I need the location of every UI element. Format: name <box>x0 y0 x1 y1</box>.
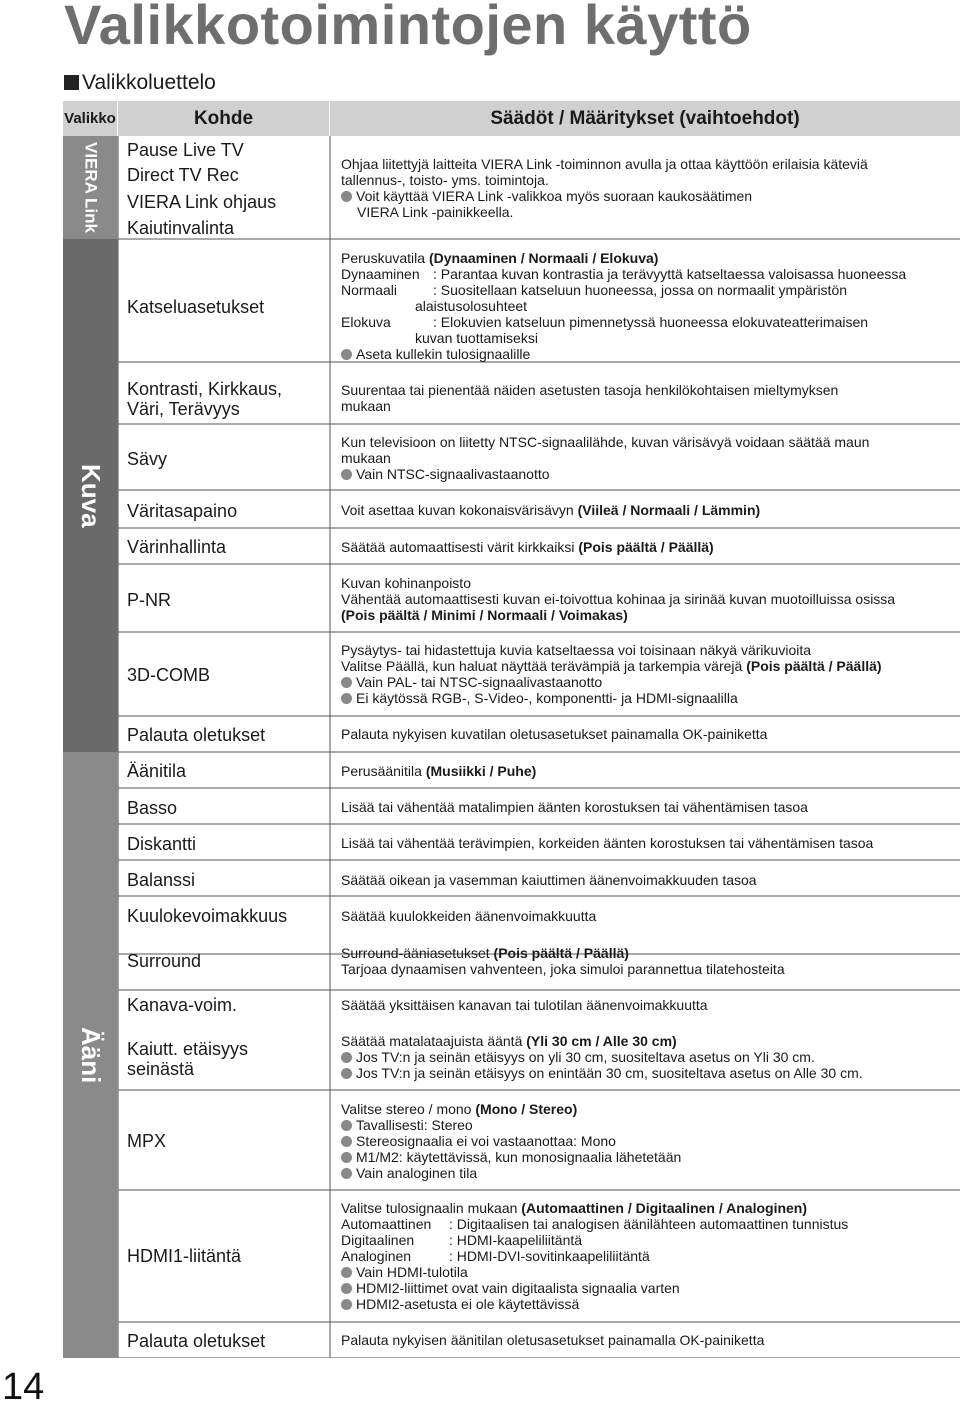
desc-bullet: Vain analoginen tila <box>341 1165 960 1181</box>
page-number: 14 <box>2 1366 45 1408</box>
desc-line: Ohjaa liitettyjä laitteita VIERA Link -toiminnon avulla ja ottaa käyttöön erilaisia käteviä <box>341 156 868 172</box>
desc-line: kuvan tuottamiseksi <box>415 330 538 346</box>
item-palauta-aani: Palauta oletukset <box>127 1331 266 1351</box>
desc-line: Valitse Päällä, kun haluat näyttää terävämpiä ja tarkempia värejä (Pois päältä / Päällä) <box>341 658 882 674</box>
item-aanitila: Äänitila <box>127 761 187 781</box>
desc-kaiutt-etaisyys <box>341 1033 960 1081</box>
item-surround: Surround <box>127 951 202 971</box>
desc-bullet: Vain HDMI-tulotila <box>341 1264 960 1280</box>
desc-line: Automaattinen : Digitaalisen tai analogisen äänilähteen automaattinen tunnistus <box>341 1216 849 1232</box>
desc-bullet: Voit käyttää VIERA Link -valikkoa myös suoraan kaukosäätimen <box>341 188 960 204</box>
desc-3d-comb <box>341 642 960 706</box>
header-item-label: Kohde <box>193 107 254 129</box>
item-katseluasetukset: Katseluasetukset <box>127 297 265 317</box>
desc-diskantti: Lisää tai vähentää terävimpien, korkeiden äänten korostuksen tai vähentämisen tasoa <box>341 835 874 851</box>
desc-line: mukaan <box>341 398 391 414</box>
desc-bullet: Ei käytössä RGB-, S-Video-, komponentti- ja HDMI-signaalilla <box>341 690 960 706</box>
section-title-text: Valikkoluettelo <box>82 71 216 94</box>
desc-line: Säätää matalataajuista ääntä (Yli 30 cm / Alle 30 cm) <box>341 1033 677 1049</box>
item-viera-link-ohjaus: VIERA Link ohjaus <box>127 192 277 212</box>
item-kanava-voim: Kanava-voim. <box>127 995 238 1015</box>
desc-line: Valitse tulosignaalin mukaan (Automaattinen / Digitaalinen / Analoginen) <box>341 1200 808 1216</box>
header-menu-label: Valikko <box>64 110 116 127</box>
desc-basso: Lisää tai vähentää matalimpien äänten korostuksen tai vähentämisen tasoa <box>341 799 808 815</box>
menu-band-aani <box>63 752 118 1358</box>
desc-bullet: Jos TV:n ja seinän etäisyys on yli 30 cm, suositeltava asetus on Yli 30 cm. <box>341 1049 960 1065</box>
item-hdmi1-liitanta: HDMI1-liitäntä <box>127 1246 242 1266</box>
desc-viera-link <box>341 156 960 220</box>
desc-line: Valitse stereo / mono (Mono / Stereo) <box>341 1101 578 1117</box>
item-kuulokevoimakkuus: Kuulokevoimakkuus <box>127 906 288 926</box>
desc-bullet: Jos TV:n ja seinän etäisyys on enintään 30 cm, suositeltava asetus on Alle 30 cm. <box>341 1065 960 1081</box>
desc-line: mukaan <box>341 450 391 466</box>
desc-surround <box>341 945 960 977</box>
desc-bullet: Tavallisesti: Stereo <box>341 1117 960 1133</box>
item-palauta-kuva: Palauta oletukset <box>127 725 266 745</box>
desc-line: tallennus-, toisto- yms. toimintoja. <box>341 172 549 188</box>
menu-band-kuva <box>63 239 118 752</box>
desc-line: VIERA Link -painikkeella. <box>357 204 514 220</box>
desc-hdmi1-liitanta <box>341 1200 960 1312</box>
item-kaiutt-etaisyys: Kaiutt. etäisyys seinästä <box>127 1039 249 1079</box>
desc-line: Analoginen : HDMI-DVI-sovitinkaapeliliitäntä <box>341 1248 650 1264</box>
desc-varinhallinta: Säätää automaattisesti värit kirkkaiksi (Pois päältä / Päällä) <box>341 539 714 555</box>
desc-pnr <box>341 575 960 623</box>
desc-line: (Pois päältä / Minimi / Normaali / Voimakas) <box>341 607 628 623</box>
menu-label-kuva: Kuva <box>76 463 106 528</box>
desc-bullet: Aseta kullekin tulosignaalille <box>341 346 960 362</box>
section-title <box>64 71 216 95</box>
desc-kanava-voim: Säätää yksittäisen kanavan tai tulotilan äänenvoimakkuutta <box>341 997 708 1013</box>
desc-savy <box>341 434 960 482</box>
desc-line: Digitaalinen : HDMI-kaapeliliitäntä <box>341 1232 583 1248</box>
item-kontrasti: Kontrasti, Kirkkaus, Väri, Terävyys <box>127 379 283 419</box>
item-basso: Basso <box>127 798 178 818</box>
item-balanssi: Balanssi <box>127 870 196 890</box>
item-pnr: P-NR <box>127 590 171 610</box>
desc-line: Vähentää automaattisesti kuvan ei-toivottua kohinaa ja sirinää kuvan muotoilluissa osissa <box>341 591 896 607</box>
header-menu <box>63 101 118 136</box>
desc-line: Surround-ääniasetukset (Pois päältä / Päällä) <box>341 945 629 961</box>
item-3d-comb: 3D-COMB <box>127 665 211 685</box>
page-title: Valikkotoimintojen käyttö <box>64 0 752 56</box>
item-varitasapaino: Väritasapaino <box>127 501 238 521</box>
desc-bullet: HDMI2-liittimet ovat vain digitaalista signaalia varten <box>341 1280 960 1296</box>
desc-bullet: Vain PAL- tai NTSC-signaalivastaanotto <box>341 674 960 690</box>
desc-palauta-aani: Palauta nykyisen äänitilan oletusasetukset painamalla OK-painiketta <box>341 1332 765 1348</box>
item-mpx: MPX <box>127 1131 167 1151</box>
menu-band-viera <box>63 136 118 239</box>
desc-kuulokevoimakkuus: Säätää kuulokkeiden äänenvoimakkuutta <box>341 908 597 924</box>
desc-katseluasetukset <box>341 250 960 362</box>
item-savy: Sävy <box>127 449 168 469</box>
item-direct-tv-rec: Direct TV Rec <box>127 165 239 185</box>
desc-line: alaistusolosuhteet <box>415 298 528 314</box>
desc-line: Dynaaminen : Parantaa kuvan kontrastia ja terävyyttä katseltaessa valoisassa huoneessa <box>341 266 907 282</box>
desc-bullet: Stereosignaalia ei voi vastaanottaa: Mono <box>341 1133 960 1149</box>
header-item <box>118 101 330 136</box>
menu-label-aani: Ääni <box>76 1026 106 1084</box>
desc-line: Kuvan kohinanpoisto <box>341 575 471 591</box>
menu-label-viera: VIERA Link <box>81 142 101 233</box>
item-varinhallinta: Värinhallinta <box>127 537 227 557</box>
desc-mpx <box>341 1101 960 1181</box>
square-bullet-icon <box>64 75 79 90</box>
desc-bullet: HDMI2-asetusta ei ole käytettävissä <box>341 1296 960 1312</box>
desc-line: Tarjoaa dynaamisen vahventeen, joka simuloi parannettua tilatehosteita <box>341 961 785 977</box>
desc-line: Normaali : Suositellaan katseluun huoneessa, jossa on normaalit ympäristön <box>341 282 848 298</box>
desc-aanitila: Perusäänitila (Musiikki / Puhe) <box>341 763 537 779</box>
desc-palauta-kuva: Palauta nykyisen kuvatilan oletusasetukset painamalla OK-painiketta <box>341 726 768 742</box>
desc-line: Kun televisioon on liitetty NTSC-signaalilähde, kuvan värisävyä voidaan säätää maun <box>341 434 870 450</box>
item-diskantti: Diskantti <box>127 834 197 854</box>
desc-balanssi: Säätää oikean ja vasemman kaiuttimen äänenvoimakkuuden tasoa <box>341 872 757 888</box>
desc-bullet: M1/M2: käytettävissä, kun monosignaalia lähetetään <box>341 1149 960 1165</box>
desc-bullet: Vain NTSC-signaalivastaanotto <box>341 466 960 482</box>
desc-varitasapaino: Voit asettaa kuvan kokonaisvärisävyn (Viileä / Normaali / Lämmin) <box>341 502 761 518</box>
desc-line: Peruskuvatila (Dynaaminen / Normaali / Elokuva) <box>341 250 659 266</box>
item-pause-live-tv: Pause Live TV <box>127 140 244 160</box>
header-settings <box>330 101 960 136</box>
desc-line: Suurentaa tai pienentää näiden asetusten tasoja henkilökohtaisen mieltymyksen <box>341 382 839 398</box>
item-kaiutinvalinta: Kaiutinvalinta <box>127 218 235 238</box>
desc-line: Pysäytys- tai hidastettuja kuvia katseltaessa voi toisinaan näkyä värikuvioita <box>341 642 812 658</box>
desc-kontrasti <box>341 382 960 414</box>
desc-line: Elokuva : Elokuvien katseluun pimennetyssä huoneessa elokuvateatterimaisen <box>341 314 869 330</box>
header-settings-label: Säädöt / Määritykset (vaihtoehdot) <box>490 107 800 129</box>
